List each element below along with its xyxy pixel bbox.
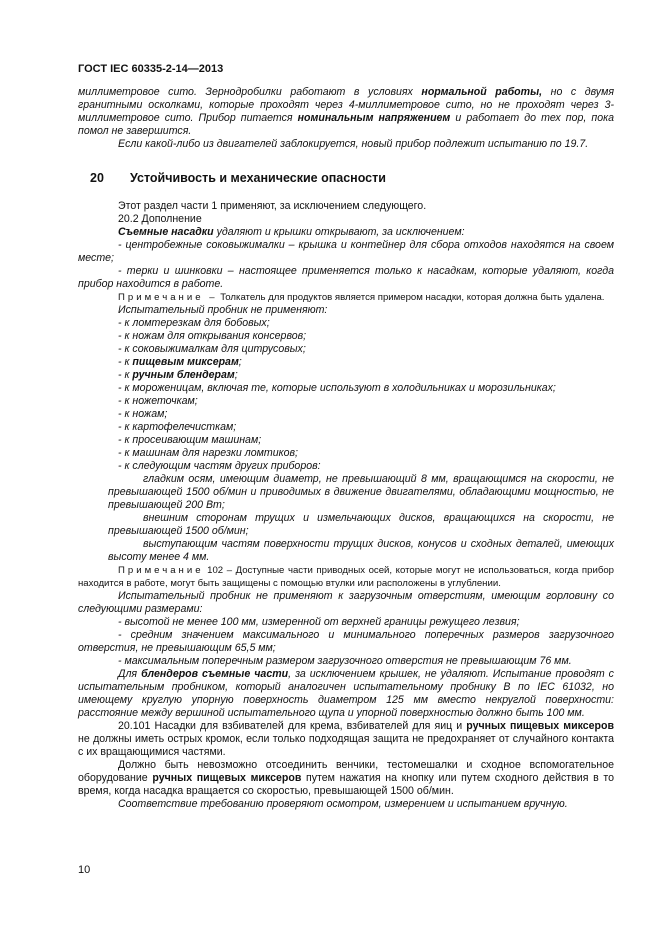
section-paragraphs xyxy=(78,200,614,811)
bold-term: ручных пищевых миксеров xyxy=(466,720,614,732)
paragraph xyxy=(78,564,614,590)
text-run: ; xyxy=(238,356,242,368)
text-run: Примечание xyxy=(118,565,204,576)
paragraph xyxy=(78,473,614,512)
paragraph xyxy=(78,629,614,655)
bold-term: ручным блендерам xyxy=(132,369,235,381)
paragraph xyxy=(78,447,614,460)
section-number: 20 xyxy=(90,171,104,185)
bold-term: Съемные насадки xyxy=(118,226,214,238)
text-run: - к соковыжималкам для цитрусовых; xyxy=(118,343,306,355)
paragraph xyxy=(78,200,614,213)
bold-term: блендеров съемные части xyxy=(141,668,289,680)
paragraph xyxy=(78,138,614,151)
paragraph xyxy=(78,798,614,811)
text-run: - к машинам для нарезки ломтиков; xyxy=(118,447,298,459)
text-run: 20.2 Дополнение xyxy=(118,213,202,225)
bold-term: нормальной работы, xyxy=(421,86,543,98)
paragraph xyxy=(78,239,614,265)
text-run: - к ломтерезкам для бобовых; xyxy=(118,317,270,329)
text-run: путем нажатия на кнопку или путем сходного действия в то время, когда насадка вращается со скоростью, превышающей 1500 об/мин. xyxy=(78,772,614,797)
paragraph xyxy=(78,304,614,317)
text-run: выступающим частям поверхности трущих дисков, конусов и сходных деталей, имеющих высоту менее 4 мм. xyxy=(108,538,614,563)
bold-term: ручных пищевых миксеров xyxy=(152,772,302,784)
page-body xyxy=(78,86,614,811)
document-header: ГОСТ IEC 60335-2-14—2013 xyxy=(78,63,224,75)
paragraph xyxy=(78,759,614,798)
paragraph xyxy=(78,330,614,343)
text-run: - к просеивающим машинам; xyxy=(118,434,262,446)
text-run: не должны иметь острых кромок, если только подходящая защита не предохраняет от случайного контакта с их вращающимися частями. xyxy=(78,733,614,758)
text-run: Примечание – xyxy=(118,292,218,303)
section-heading xyxy=(78,172,614,185)
paragraph xyxy=(78,395,614,408)
text-run: Испытательный пробник не применяют к загрузочным отверстиям, имеющим горловину со следующими размерами: xyxy=(78,590,614,615)
text-run: Если какой-либо из двигателей заблокируется, новый прибор подлежит испытанию по 19.7. xyxy=(118,138,589,150)
text-run: но с двумя гранитными осколками, которые проходят через 4-миллиметровое сито, но не проходят через 3-миллиметровое сито. Прибор питается xyxy=(78,86,614,124)
page-number: 10 xyxy=(78,864,91,876)
paragraph xyxy=(78,291,614,304)
text-run: - к следующим частям других приборов: xyxy=(118,460,321,472)
text-run: - к ножеточкам; xyxy=(118,395,198,407)
text-run: - к мороженицам, включая те, которые используют в холодильниках и морозильниках; xyxy=(118,382,556,394)
paragraph xyxy=(78,369,614,382)
text-run: миллиметровое сито. Зернодробилки работают в условиях xyxy=(78,86,422,98)
text-run: - к ножам для открывания консервов; xyxy=(118,330,307,342)
paragraph xyxy=(78,720,614,759)
text-run: - терки и шинковки – настоящее применяется только к насадкам, которые удаляют, когда прибор находится в работе. xyxy=(78,265,614,290)
text-run: внешним сторонам трущих и измельчающих дисков, вращающихся на скорости, не превышающей 1500 об/мин; xyxy=(108,512,614,537)
text-run: - средним значением максимального и минимального поперечных размеров загрузочного отверстия, не превышающим 65,5 мм; xyxy=(78,629,614,654)
paragraph xyxy=(78,616,614,629)
text-run: - высотой не менее 100 мм, измеренной от верхней границы режущего лезвия; xyxy=(118,616,520,628)
text-run: Этот раздел части 1 применяют, за исключением следующего. xyxy=(118,200,427,212)
intro-paragraphs xyxy=(78,86,614,151)
text-run: - к ножам; xyxy=(118,408,168,420)
section-title: Устойчивость и механические опасности xyxy=(130,171,386,185)
text-run: - центробежные соковыжималки – крышка и контейнер для сбора отходов находятся на своем месте; xyxy=(78,239,614,264)
paragraph xyxy=(78,408,614,421)
text-run: и работает до тех пор, пока помол не завершится. xyxy=(78,112,615,137)
text-run: гладким осям, имеющим диаметр, не превышающий 8 мм, вращающимся на скорости, не превышающей 1500 об/мин и приводимых в движение двигателями, обладающими мощностью, не превышающей 200 Вт; xyxy=(108,473,614,511)
text-run: ; xyxy=(234,369,238,381)
text-run: удаляют и крышки открывают, за исключением: xyxy=(213,226,465,238)
text-run: 102 – Доступные части приводных осей, которые могут не использоваться, когда прибор находится в работе, могут быть защищены с помощью втулки или расположены в углублении. xyxy=(78,565,614,589)
text-run: Для xyxy=(118,668,142,680)
text-run: - к xyxy=(118,356,133,368)
paragraph xyxy=(78,382,614,395)
paragraph xyxy=(78,655,614,668)
bold-term: номинальным напряжением xyxy=(297,112,451,124)
paragraph xyxy=(78,538,614,564)
paragraph xyxy=(78,421,614,434)
paragraph xyxy=(78,226,614,239)
paragraph xyxy=(78,434,614,447)
text-run: Толкатель для продуктов является примером насадки, которая должна быть удалена. xyxy=(217,292,605,303)
paragraph xyxy=(78,356,614,369)
text-run: Должно быть невозможно отсоединить венчики, тестомешалки и сходное вспомогательное оборудование xyxy=(78,759,614,784)
text-run: - максимальным поперечным размером загрузочного отверстия не превышающим 76 мм. xyxy=(118,655,572,667)
text-run: 20.101 Насадки для взбивателей для крема, взбивателей для яиц и xyxy=(118,720,467,732)
paragraph xyxy=(78,460,614,473)
bold-term: пищевым миксерам xyxy=(132,356,239,368)
paragraph xyxy=(78,512,614,538)
text-run: - к картофелечисткам; xyxy=(118,421,237,433)
paragraph xyxy=(78,213,614,226)
paragraph xyxy=(78,668,614,720)
paragraph xyxy=(78,343,614,356)
text-run: , за исключением крышек, не удаляют. Испытание проводят с испытательным пробником, который аналогичен испытательному пробнику B по IEC 61032, но имеющему круглую упорную поверхность диаметром 125 мм вместо некруглой поверхности: расстояние между вершиной испытательного щупа и упорной поверхностью должно быть 100 мм. xyxy=(78,668,614,719)
text-run: Испытательный пробник не применяют: xyxy=(118,304,328,316)
paragraph xyxy=(78,265,614,291)
text-run: Соответствие требованию проверяют осмотром, измерением и испытанием вручную. xyxy=(118,798,568,810)
text-run: - к xyxy=(118,369,133,381)
paragraph xyxy=(78,317,614,330)
paragraph xyxy=(78,590,614,616)
paragraph xyxy=(78,86,614,138)
